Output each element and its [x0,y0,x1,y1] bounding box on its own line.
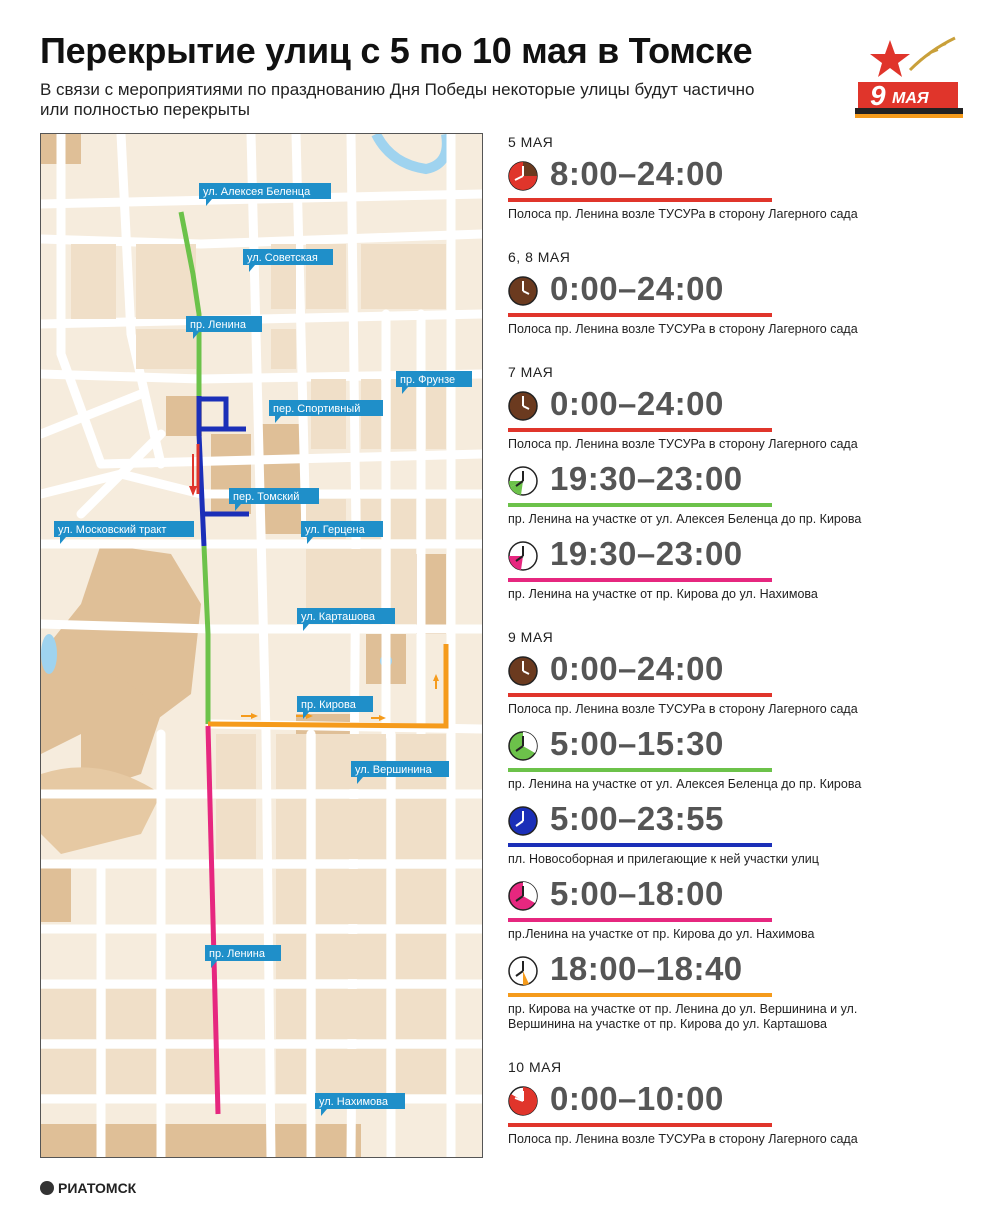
time-underline [508,768,772,772]
clock-icon [508,656,538,686]
time-range: 5:00–18:00 [550,875,724,912]
closure-description: пл. Новособорная и прилегающие к ней участки улиц [508,852,819,866]
clock-icon [508,541,538,571]
svg-text:пр. Ленина: пр. Ленина [209,948,265,960]
svg-text:пер. Спортивный: пер. Спортивный [273,403,361,415]
clock-icon [508,881,538,911]
time-underline [508,198,772,202]
svg-text:ул. Алексея Беленца: ул. Алексея Беленца [203,186,311,198]
clock-icon [508,161,538,191]
closure-description: Полоса пр. Ленина возле ТУСУРа в сторону Лагерного сада [508,437,858,451]
time-underline [508,843,772,847]
victory-day-logo [850,30,970,125]
clock-icon [508,276,538,306]
closure-description: Полоса пр. Ленина возле ТУСУРа в сторону Лагерного сада [508,702,858,716]
svg-text:МАЯ: МАЯ [892,90,929,107]
page-title: Перекрытие улиц с 5 по 10 мая в Томске [40,30,753,71]
closure-description: пр. Ленина на участке от ул. Алексея Беленца до пр. Кирова [508,512,862,526]
closure-description: пр. Ленина на участке от пр. Кирова до ул. Нахимова [508,587,818,601]
clock-icon [508,1086,538,1116]
closure-description: пр.Ленина на участке от пр. Кирова до ул. Нахимова [508,927,815,941]
svg-text:ул. Нахимова: ул. Нахимова [319,1096,389,1108]
time-underline [508,503,772,507]
footer-brand [40,1180,136,1196]
ria-logo-icon [40,1181,54,1195]
time-underline [508,993,772,997]
time-underline [508,578,772,582]
time-underline [508,313,772,317]
day-heading: 5 МАЯ [508,134,554,150]
time-range: 19:30–23:00 [550,535,743,572]
clock-icon [508,806,538,836]
time-range: 0:00–10:00 [550,1080,724,1117]
svg-text:ул. Герцена: ул. Герцена [305,524,365,536]
closure-description: Полоса пр. Ленина возле ТУСУРа в сторону Лагерного сада [508,322,858,336]
time-underline [508,1123,772,1127]
svg-text:ул. Московский тракт: ул. Московский тракт [58,524,167,536]
closure-description: пр. Кирова на участке от пр. Ленина до ул. Вершинина и ул. Вершинина на участке от пр. Кирова до ул. Карташова [508,1002,858,1031]
day-heading: 6, 8 МАЯ [508,249,571,265]
clock-icon [508,956,538,986]
time-range: 0:00–24:00 [550,385,724,422]
street-closure-map [40,133,483,1158]
closure-description: Полоса пр. Ленина возле ТУСУРа в сторону Лагерного сада [508,207,858,221]
svg-text:пер. Томский: пер. Томский [233,491,300,503]
time-range: 8:00–24:00 [550,155,724,192]
svg-text:ул. Советская: ул. Советская [247,252,318,264]
day-heading: 9 МАЯ [508,629,554,645]
time-range: 0:00–24:00 [550,650,724,687]
svg-text:ул. Карташова: ул. Карташова [301,611,376,623]
clock-icon [508,466,538,496]
svg-text:пр. Фрунзе: пр. Фрунзе [400,374,456,386]
closure-description: пр. Ленина на участке от ул. Алексея Беленца до пр. Кирова [508,777,862,791]
time-underline [508,693,772,697]
clock-icon [508,731,538,761]
time-range: 5:00–15:30 [550,725,724,762]
svg-text:ул. Вершинина: ул. Вершинина [355,764,432,776]
time-range: 19:30–23:00 [550,460,743,497]
time-underline [508,428,772,432]
page-subtitle: В связи с мероприятиями по празднованию Дня Победы некоторые улицы будут частично или полностью перекрыты [40,80,755,119]
brand-name: РИАТОМСК [58,1180,137,1196]
day-heading: 10 МАЯ [508,1059,562,1075]
clock-icon [508,391,538,421]
time-range: 5:00–23:55 [550,800,724,837]
day-heading: 7 МАЯ [508,364,554,380]
time-range: 18:00–18:40 [550,950,743,987]
svg-text:пр. Кирова: пр. Кирова [301,699,356,711]
time-underline [508,918,772,922]
time-range: 0:00–24:00 [550,270,724,307]
svg-text:9: 9 [870,80,886,111]
svg-text:пр. Ленина: пр. Ленина [190,319,246,331]
closure-description: Полоса пр. Ленина возле ТУСУРа в сторону Лагерного сада [508,1132,858,1146]
